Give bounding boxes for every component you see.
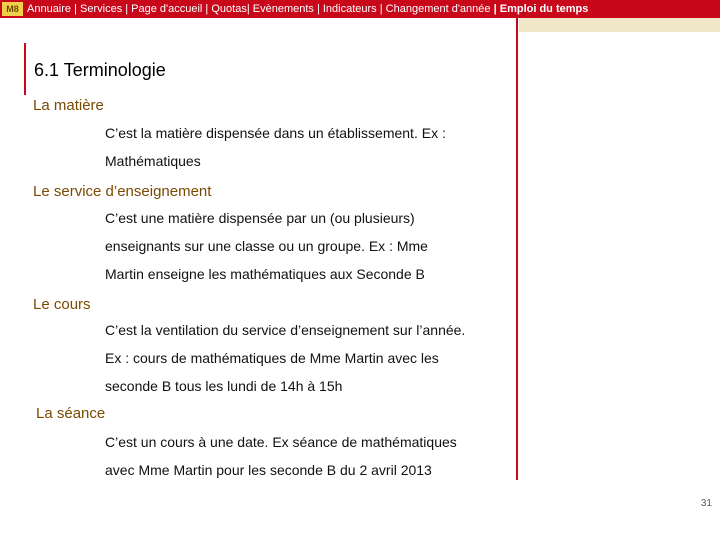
top-nav: [27, 2, 588, 16]
page-number: 31: [700, 498, 712, 509]
term-matiere: La matière: [33, 97, 104, 114]
definition-line: avec Mme Martin pour les seconde B du 2 avril 2013: [105, 462, 432, 478]
term-service-enseignement: Le service d’enseignement: [33, 183, 212, 200]
nav-indicateurs[interactable]: Indicateurs |: [322, 3, 383, 15]
nav-page-accueil[interactable]: Page d'accueil |: [131, 3, 209, 15]
top-nav-bar: [0, 0, 720, 18]
definition-line: Martin enseigne les mathématiques aux Seconde B: [105, 266, 425, 282]
definition-line: Ex : cours de mathématiques de Mme Martin avec les: [105, 350, 439, 366]
definition-line: enseignants sur une classe ou un groupe. Ex : Mme: [105, 238, 428, 254]
nav-changement-annee[interactable]: Changement d'année: [385, 3, 491, 15]
term-seance: La séance: [36, 405, 106, 422]
content-divider: [516, 18, 518, 480]
slide-title: 6.1 Terminologie: [34, 60, 166, 80]
nav-emploi-du-temps[interactable]: | Emploi du temps: [493, 3, 589, 15]
app-logo: M8: [2, 2, 23, 16]
definition-line: C’est un cours à une date. Ex séance de mathématiques: [105, 434, 457, 450]
nav-quotas[interactable]: Quotas|: [211, 3, 250, 15]
definition-line: C’est la matière dispensée dans un établissement. Ex :: [105, 125, 446, 141]
nav-services[interactable]: Services |: [80, 3, 129, 15]
definition-line: Mathématiques: [105, 153, 201, 169]
title-accent-rule: [24, 43, 26, 95]
nav-annuaire[interactable]: Annuaire |: [27, 3, 77, 15]
nav-evenements[interactable]: Evènements |: [252, 3, 320, 15]
term-cours: Le cours: [33, 296, 91, 313]
definition-line: C’est la ventilation du service d’enseignement sur l’année.: [105, 322, 466, 338]
definition-line: seconde B tous les lundi de 14h à 15h: [105, 378, 343, 394]
header-accent-bar: [519, 18, 720, 32]
definition-line: C’est une matière dispensée par un (ou plusieurs): [105, 210, 415, 226]
